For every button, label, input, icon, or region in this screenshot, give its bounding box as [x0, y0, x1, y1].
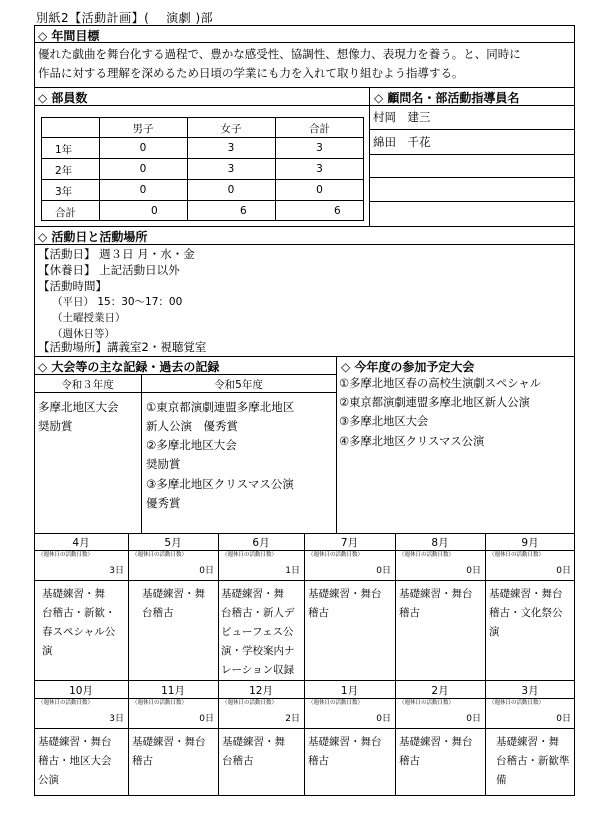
activity-place: 【活動場所】講義室2・視聴覚室 [38, 340, 207, 354]
holiday-days-value: 0日 [556, 714, 571, 724]
holiday-days-value: 0日 [376, 566, 391, 576]
holiday-days-value: 3日 [109, 714, 124, 724]
cell-boys: 0 [139, 184, 147, 196]
holiday-days-label: （週休日の活動日数） [308, 700, 364, 706]
month-activity: 基礎練習・舞台 稽古・文化祭公 演 [489, 588, 563, 638]
planned-item: ③多摩北地区大会 [339, 415, 429, 428]
record-line: 奨励賞 [38, 419, 73, 433]
holiday-days-label: （週休日の活動日数） [399, 700, 455, 706]
holiday-days-value: 0日 [556, 566, 571, 576]
holiday-days-label: （週休日の活動日数） [489, 552, 545, 558]
cell-boys: 0 [139, 163, 147, 175]
month-label: 3月 [521, 685, 539, 697]
record-line: 多摩北地区大会 [38, 400, 119, 414]
holiday-days-value: 1日 [285, 566, 300, 576]
advisors-heading: ◇ 顧問名・部活動指導員名 [374, 91, 520, 105]
month-activity: 基礎練習・舞 台稽古 [222, 736, 285, 767]
holiday-days-value: 0日 [376, 714, 391, 724]
row-label: 2年 [55, 165, 73, 177]
month-activity: 基礎練習・舞 台稽古・新歓・ 春スペシャル公 演 [42, 588, 116, 657]
document-title: 別紙2【活動計画】( 演劇 )部 [36, 11, 214, 25]
holiday-days-value: 0日 [199, 566, 214, 576]
record-line: ②多摩北地区大会 [146, 438, 237, 452]
holiday-days-label: （週休日の活動日数） [222, 552, 278, 558]
month-activity: 基礎練習・舞台 稽古 [132, 736, 206, 767]
holiday-days-value: 3日 [109, 566, 124, 576]
month-label: 11月 [161, 685, 185, 697]
records-heading: ◇ 大会等の主な記録・過去の記録 [38, 360, 220, 374]
cell-boys: 0 [139, 142, 147, 154]
advisor-name: 村岡 建三 [373, 110, 431, 124]
planned-item: ①多摩北地区春の高校生演劇スペシャル [339, 377, 541, 390]
holiday-days-label: （週休日の活動日数） [132, 700, 188, 706]
month-label: 10月 [69, 685, 93, 697]
cell-girls: 3 [227, 163, 235, 175]
saturday-time: （土曜授業日） [52, 312, 126, 324]
month-label: 5月 [164, 537, 182, 549]
annual-goal-line-2: 作品に対する理解を深めるため日頃の学業にも力を入れて取り組むよう指導する。 [38, 66, 464, 80]
advisor-name: 綿田 千花 [373, 135, 431, 149]
cell-total: 3 [316, 142, 323, 154]
month-activity: 基礎練習・舞 台稽古・新人デ ビューフェス公 演・学校案内ナ レーション収録 [221, 588, 295, 676]
cell-total: 3 [316, 163, 323, 175]
holiday-days-label: （週休日の活動日数） [132, 552, 188, 558]
holiday-days-label: （週休日の活動日数） [489, 700, 545, 706]
cell-girls: 6 [240, 205, 247, 217]
records-r5-header: 令和5年度 [214, 379, 263, 391]
activity-plan-sheet [34, 25, 575, 796]
month-label: 7月 [340, 537, 359, 549]
record-line: 奨励賞 [146, 457, 181, 471]
holiday-days-value: 0日 [466, 714, 481, 724]
members-table [41, 117, 364, 221]
cell-total: 0 [316, 184, 323, 196]
month-label: 9月 [521, 537, 539, 549]
holiday-days-label: （週休日の活動日数） [38, 700, 94, 706]
record-line: 新人公演 優秀賞 [146, 419, 238, 433]
holiday-days-label: （週休日の活動日数） [38, 552, 94, 558]
annual-goal-line-1: 優れた戯曲を舞台化する過程で、豊かな感受性、協調性、想像力、表現力を養う。と、同時に [38, 47, 521, 61]
holiday-days-label: （週休日の活動日数） [308, 552, 364, 558]
planned-item: ②東京都演劇連盟多摩北地区新人公演 [339, 396, 530, 409]
row-label: 合計 [55, 207, 76, 219]
activity-time-label: 【活動時間】 [38, 279, 107, 293]
cell-total: 6 [334, 205, 341, 217]
month-label: 6月 [252, 537, 270, 549]
month-activity: 基礎練習・舞 台稽古 [142, 588, 205, 619]
cell-girls: 3 [227, 142, 235, 154]
record-line: ①東京都演劇連盟多摩北地区 [146, 400, 295, 414]
record-line: 優秀賞 [146, 496, 181, 510]
month-label: 8月 [431, 537, 449, 549]
planned-item: ④多摩北地区クリスマス公演 [339, 435, 485, 448]
members-heading: ◇ 部員数 [38, 91, 88, 105]
cell-girls: 0 [227, 184, 235, 196]
col-header-boys: 男子 [132, 123, 154, 135]
month-activity: 基礎練習・舞台 稽古 [308, 736, 382, 767]
rest-days: 【休養日】 上記活動日以外 [38, 263, 180, 277]
holiday-days-value: 2日 [285, 714, 300, 724]
holiday-days-value: 0日 [466, 566, 481, 576]
weekday-time: （平日） 15：30～17：00 [52, 296, 183, 308]
month-activity: 基礎練習・舞台 稽古・地区大会 公演 [38, 736, 112, 786]
holiday-days-label: （週休日の活動日数） [222, 700, 278, 706]
holiday-time: （週休日等） [52, 328, 115, 340]
record-line: ③多摩北地区クリスマス公演 [146, 477, 294, 491]
col-header-girls: 女子 [220, 123, 242, 135]
month-label: 1月 [340, 685, 359, 697]
annual-goal-heading: ◇ 年間目標 [38, 29, 100, 43]
row-label: 3年 [55, 186, 73, 198]
month-label: 2月 [431, 685, 449, 697]
holiday-days-value: 0日 [199, 714, 214, 724]
records-r3-header: 令和３年度 [61, 379, 114, 391]
col-header-total: 合計 [309, 123, 330, 135]
month-activity: 基礎練習・舞台 稽古 [399, 588, 473, 619]
activity-days: 【活動日】 週３日 月・水・金 [38, 247, 195, 261]
month-label: 4月 [72, 537, 90, 549]
row-label: 1年 [55, 144, 73, 156]
month-label: 12月 [249, 685, 273, 697]
holiday-days-label: （週休日の活動日数） [399, 552, 455, 558]
month-activity: 基礎練習・舞台 稽古 [308, 588, 382, 619]
month-activity: 基礎練習・舞 台稽古・新歓準 備 [496, 736, 570, 786]
planned-heading: ◇ 今年度の参加予定大会 [341, 360, 475, 374]
schedule-heading: ◇ 活動日と活動場所 [38, 230, 148, 244]
cell-boys: 0 [151, 205, 158, 217]
month-activity: 基礎練習・舞台 稽古 [399, 736, 473, 767]
